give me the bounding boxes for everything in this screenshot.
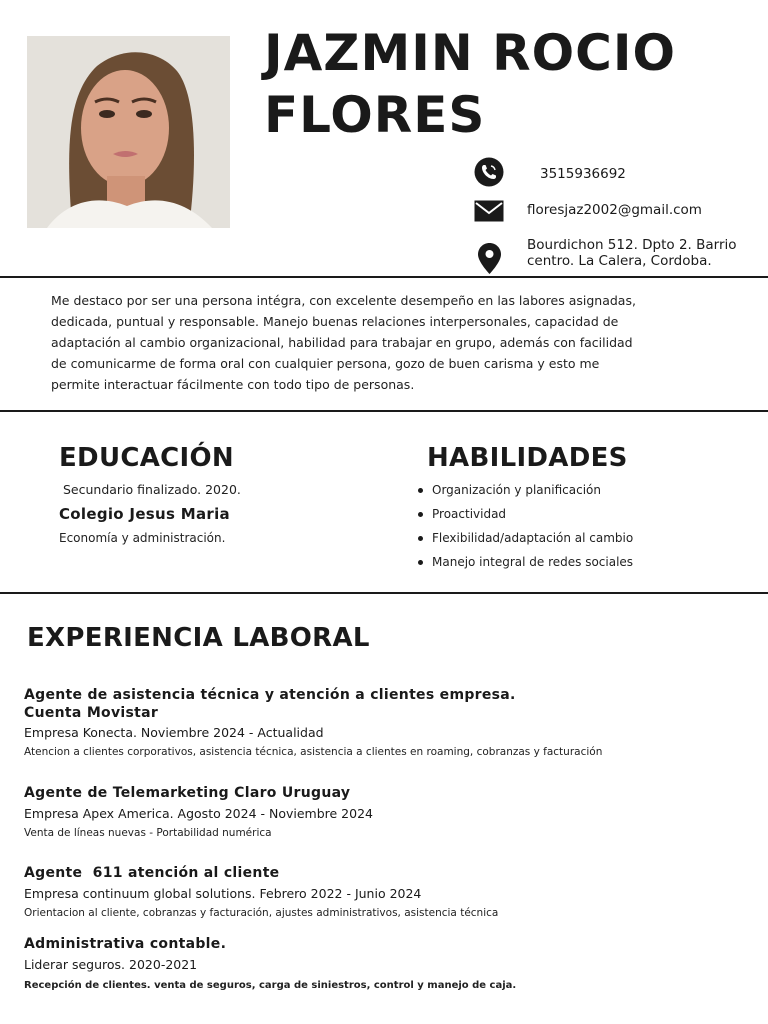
skill-item: Organización y planificación — [416, 480, 633, 504]
address-line-2: centro. La Calera, Cordoba. — [527, 253, 712, 269]
job-description: Venta de líneas nuevas - Portabilidad numérica — [24, 827, 272, 839]
job-title: Agente 611 atención al cliente — [24, 865, 280, 881]
phone-icon — [474, 157, 504, 191]
education-status: Secundario finalizado. 2020. — [63, 482, 241, 497]
job-title: Agente de asistencia técnica y atención a clientes empresa. — [24, 687, 516, 703]
education-school: Colegio Jesus Maria — [59, 505, 230, 523]
candidate-name: JAZMIN ROCIO FLORES — [264, 24, 676, 144]
skill-item: Flexibilidad/adaptación al cambio — [416, 528, 633, 552]
education-orientation: Economía y administración. — [59, 531, 226, 545]
portrait-image — [27, 36, 230, 228]
job-description: Recepción de clientes. venta de seguros, carga de siniestros, control y manejo de caja. — [24, 980, 517, 991]
phone-number[interactable]: 3515936692 — [540, 166, 626, 182]
email-address[interactable]: floresjaz2002@gmail.com — [527, 202, 702, 218]
skill-item: Manejo integral de redes sociales — [416, 552, 633, 576]
job-description: Atencion a clientes corporativos, asistencia técnica, asistencia a clientes en roaming, cobranzas y facturación — [24, 746, 603, 758]
map-pin-icon — [478, 243, 501, 278]
address — [527, 237, 737, 269]
job-title-line-2: Cuenta Movistar — [24, 705, 159, 721]
education-title: EDUCACIÓN — [59, 443, 234, 473]
divider — [0, 276, 768, 278]
envelope-icon — [474, 200, 504, 226]
job-company: Empresa Konecta. Noviembre 2024 - Actualidad — [24, 725, 324, 740]
profile-photo — [27, 36, 230, 228]
divider — [0, 592, 768, 594]
job-company: Liderar seguros. 2020-2021 — [24, 957, 198, 972]
job-company: Empresa continuum global solutions. Febrero 2022 - Junio 2024 — [24, 886, 422, 901]
job-title: Administrativa contable. — [24, 936, 227, 952]
experience-title: EXPERIENCIA LABORAL — [27, 623, 370, 653]
profile-summary: Me destaco por ser una persona intégra, con excelente desempeño en las labores asignadas, dedicada, puntual y responsable. Manejo buenas relaciones interpersonales, capacidad de adaptación al cambio organizacional, habilidad para trabajar en grupo, además con facilidad de comunicarme de forma oral con cualquier persona, gozo de buen carisma y esto me permite interactuar fácilmente con todo tipo de personas. — [51, 293, 636, 392]
job-title: Agente de Telemarketing Claro Uruguay — [24, 785, 351, 801]
divider — [0, 410, 768, 412]
job-company: Empresa Apex America. Agosto 2024 - Noviembre 2024 — [24, 806, 373, 821]
skill-item: Proactividad — [416, 504, 633, 528]
skills-list — [416, 480, 633, 576]
skills-title: HABILIDADES — [427, 443, 628, 473]
job-description: Orientacion al cliente, cobranzas y facturación, ajustes administrativos, asistencia técnica — [24, 907, 499, 919]
address-line-1: Bourdichon 512. Dpto 2. Barrio — [527, 237, 737, 253]
